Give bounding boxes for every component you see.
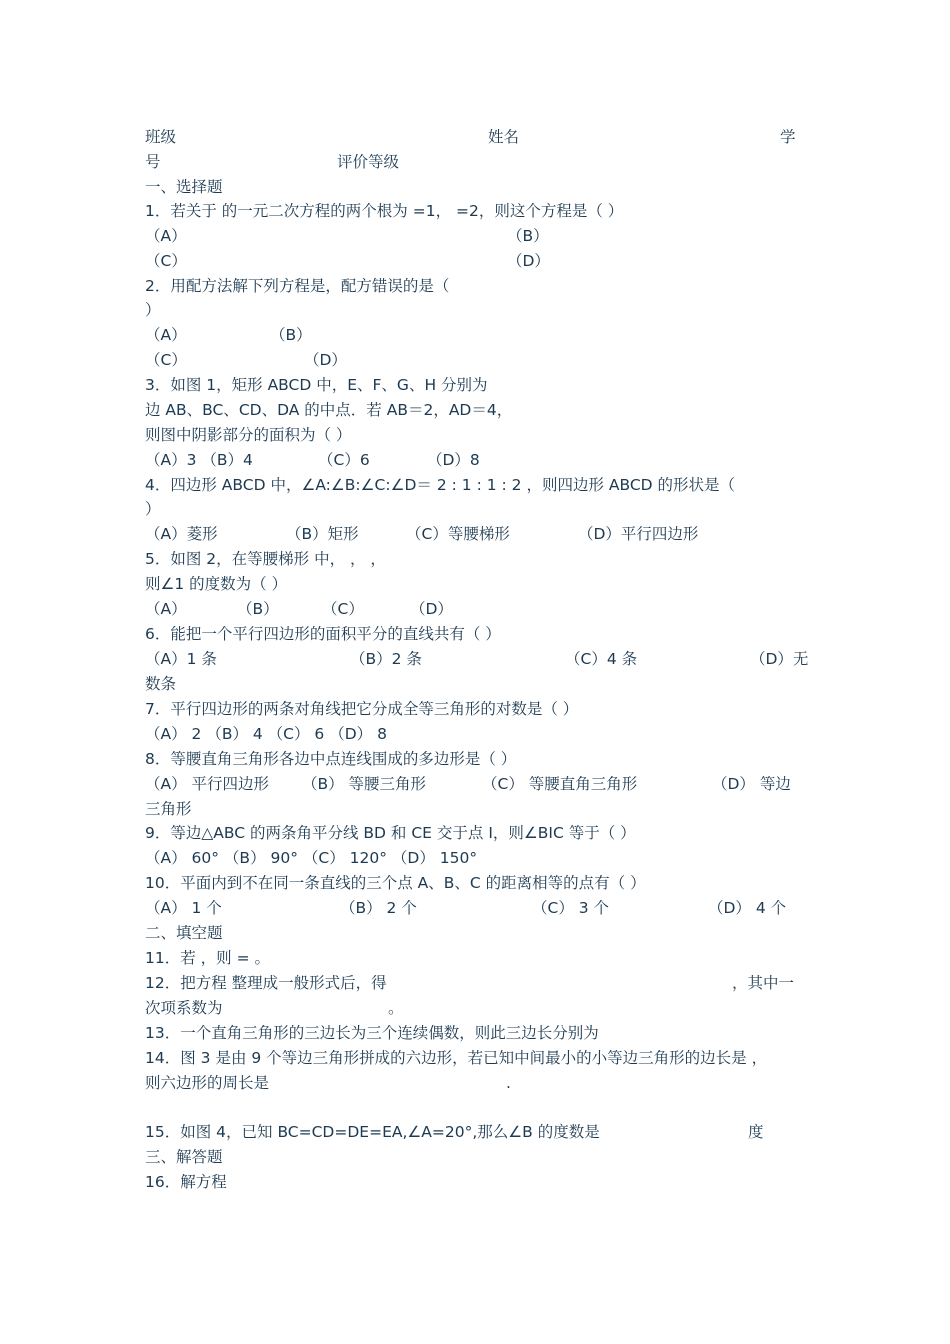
text-segment: 2．用配方法解下列方程是，配方错误的是（ [145, 277, 450, 295]
text-line [0, 773, 950, 795]
text-segment: （A）1 条 [145, 650, 217, 668]
text-line [0, 275, 950, 297]
text-segment: （A）3 （B）4 [145, 451, 253, 469]
text-line [0, 151, 950, 173]
text-segment: （C） 3 个 [532, 899, 610, 917]
text-line [0, 1121, 950, 1143]
text-segment: 12．把方程 整理成一般形式后，得 [145, 974, 387, 992]
text-segment: 1．若关于 的一元二次方程的两个根为 =1， =2，则这个方程是（ ） [145, 202, 624, 220]
text-segment: 次项系数为 [145, 999, 223, 1017]
text-line [0, 897, 950, 919]
text-line [0, 399, 950, 421]
text-segment: 13．一个直角三角形的三边长为三个连续偶数，则此三边长分别为 [145, 1024, 599, 1042]
text-segment: （C） [145, 351, 187, 369]
text-line [0, 474, 950, 496]
text-segment: 15．如图 4，已知 BC=CD=DE=EA,∠A=20°,那么∠B 的度数是 [145, 1123, 600, 1141]
text-line [0, 1072, 950, 1094]
text-segment: （B）2 条 [350, 650, 422, 668]
text-segment: 9．等边△ABC 的两条角平分线 BD 和 CE 交于点 I，则∠BIC 等于（ ） [145, 824, 636, 842]
text-segment: 二、填空题 [145, 924, 223, 942]
text-line [0, 299, 950, 321]
text-segment: （A） [145, 600, 187, 618]
text-line [0, 424, 950, 446]
text-segment: 10．平面内到不在同一条直线的三个点 A、B、C 的距离相等的点有（ ） [145, 874, 646, 892]
text-line [0, 723, 950, 745]
text-line [0, 200, 950, 222]
text-segment: （C） [322, 600, 364, 618]
text-line [0, 349, 950, 371]
text-line [0, 324, 950, 346]
text-segment: （C）4 条 [565, 650, 638, 668]
text-line [0, 1047, 950, 1069]
text-line [0, 176, 950, 198]
text-segment: 数条 [145, 675, 177, 693]
text-segment: 4．四边形 ABCD 中，∠A:∠B:∠C:∠D＝ 2 : 1 : 1 : 2 ，则四边形 ABCD 的形状是（ [145, 476, 736, 494]
text-line [0, 972, 950, 994]
text-segment: （C）6 [318, 451, 370, 469]
text-line [0, 623, 950, 645]
text-segment: ，其中一 [732, 974, 795, 992]
text-segment: 评价等级 [337, 153, 400, 171]
text-segment: 班级 [145, 128, 177, 146]
text-segment: （D）无 [750, 650, 809, 668]
text-segment: ） [145, 500, 161, 518]
text-segment: （A）菱形 [145, 525, 218, 543]
text-segment: 16．解方程 [145, 1173, 227, 1191]
text-segment: （A） 2 （B） 4 （C） 6 （D） 8 [145, 725, 387, 743]
text-line [0, 1171, 950, 1193]
text-segment: （C） 等腰直角三角形 [482, 775, 638, 793]
text-line [0, 126, 950, 148]
text-line [0, 498, 950, 520]
text-segment: 一、选择题 [145, 178, 223, 196]
text-segment: （D）平行四边形 [578, 525, 699, 543]
text-line [0, 698, 950, 720]
text-line [0, 847, 950, 869]
text-segment: 学 [780, 128, 796, 146]
text-segment: 度 [748, 1123, 764, 1141]
text-segment: （A） [145, 227, 187, 245]
text-segment: 8．等腰直角三角形各边中点连线围成的多边形是（ ） [145, 750, 517, 768]
text-segment: 14．图 3 是由 9 个等边三角形拼成的六边形，若已知中间最小的小等边三角形的边长是 ， [145, 1049, 768, 1067]
text-segment: （D） 等边 [712, 775, 791, 793]
text-line [0, 748, 950, 770]
text-segment: 3．如图 1，矩形 ABCD 中，E、F、G、H 分别为 [145, 376, 488, 394]
text-segment: （A） 平行四边形 [145, 775, 270, 793]
text-line [0, 648, 950, 670]
text-segment: （C） [145, 252, 187, 270]
text-segment: （A） 60° （B） 90° （C） 120° （D） 150° [145, 849, 478, 867]
text-segment: （D） 4 个 [708, 899, 787, 917]
text-segment: ） [145, 301, 161, 319]
text-segment: 7．平行四边形的两条对角线把它分成全等三角形的对数是（ ） [145, 700, 579, 718]
text-segment: 姓名 [488, 128, 520, 146]
text-line [0, 523, 950, 545]
text-line [0, 673, 950, 695]
text-segment: （D） [304, 351, 347, 369]
text-segment: 三、解答题 [145, 1148, 223, 1166]
text-line [0, 1022, 950, 1044]
text-segment: （A） 1 个 [145, 899, 222, 917]
text-line [0, 798, 950, 820]
text-line [0, 449, 950, 471]
text-segment: 则图中阴影部分的面积为（ ） [145, 426, 352, 444]
text-segment: （D）8 [427, 451, 480, 469]
text-segment: （B） [270, 326, 312, 344]
text-segment: 6．能把一个平行四边形的面积平分的直线共有（ ） [145, 625, 501, 643]
text-segment: 边 AB、BC、CD、DA 的中点．若 AB＝2，AD＝4， [145, 401, 513, 419]
text-line [0, 997, 950, 1019]
text-segment: （C）等腰梯形 [406, 525, 510, 543]
text-line [0, 374, 950, 396]
text-segment: 11．若 ，则 = 。 [145, 949, 270, 967]
text-segment: （B） [507, 227, 549, 245]
text-segment: （B） 2 个 [340, 899, 417, 917]
text-line [0, 573, 950, 595]
text-line [0, 225, 950, 247]
text-segment: 三角形 [145, 800, 192, 818]
text-segment: 5．如图 2，在等腰梯形 中， ， ， [145, 550, 386, 568]
text-segment: （D） [410, 600, 453, 618]
text-segment: 号 [145, 153, 161, 171]
text-line [0, 598, 950, 620]
text-line [0, 947, 950, 969]
text-line [0, 548, 950, 570]
text-line [0, 872, 950, 894]
text-line [0, 250, 950, 272]
text-line [0, 922, 950, 944]
text-segment: 则∠1 的度数为（ ） [145, 575, 288, 593]
text-segment: （A） [145, 326, 187, 344]
text-segment: （B）矩形 [286, 525, 359, 543]
text-segment: 。 [388, 999, 404, 1017]
text-line [0, 822, 950, 844]
text-line [0, 1146, 950, 1168]
text-segment: （B） [237, 600, 279, 618]
text-segment: （B） 等腰三角形 [302, 775, 427, 793]
text-segment: （D） [507, 252, 550, 270]
text-segment: 则六边形的周长是 [145, 1074, 270, 1092]
text-segment: . [506, 1074, 511, 1092]
